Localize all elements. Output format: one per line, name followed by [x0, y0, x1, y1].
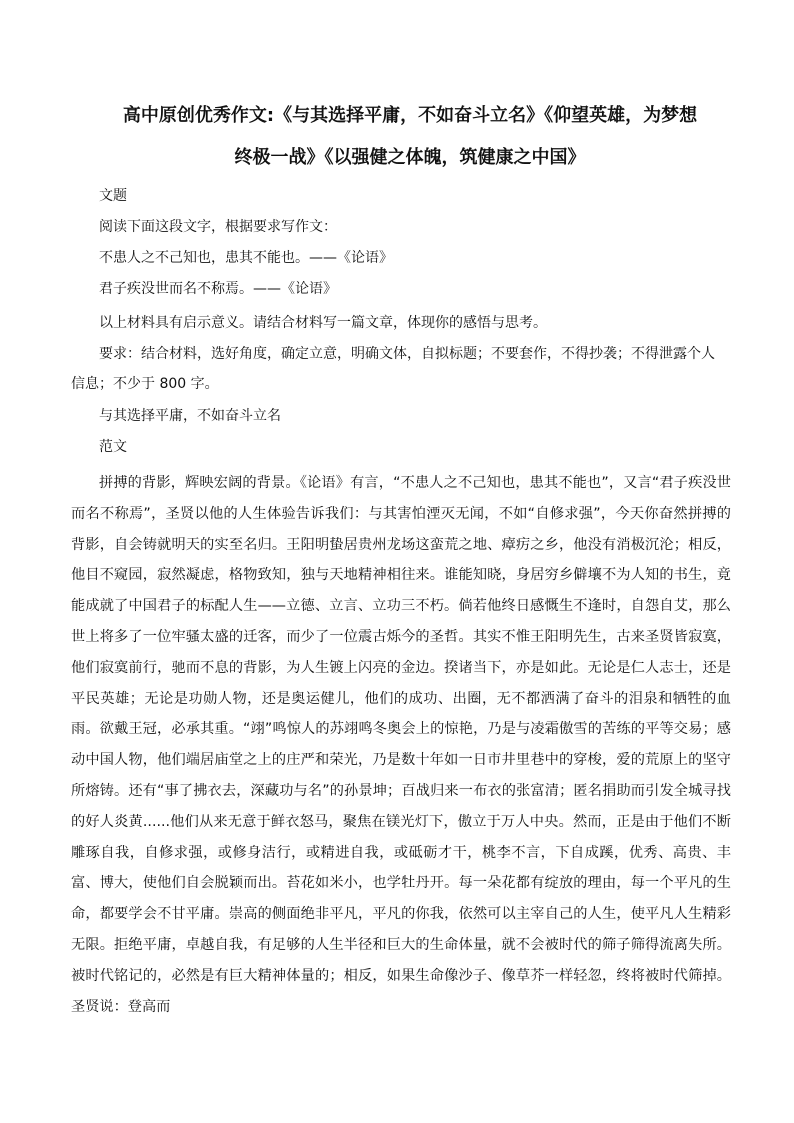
- quote-2: 君子疾没世而名不称焉。——《论语》: [99, 281, 337, 297]
- requirements-line-1: 要求：结合材料，选好角度，确定立意，明确文体，自拟标题；不要套作，不得抄袭；不得泄露个人: [99, 346, 715, 362]
- prompt-intro: 阅读下面这段文字，根据要求写作文：: [99, 219, 337, 235]
- requirements-line-2: 信息；不少于 800 字。: [71, 376, 219, 392]
- document-title-line-1: 高中原创优秀作文:《与其选择平庸，不如奋斗立名》《仰望英雄，为梦想: [122, 105, 698, 126]
- essay-title: 与其选择平庸，不如奋斗立名: [99, 408, 281, 424]
- section-label: 文题: [99, 188, 127, 204]
- essay-body: 拼搏的背影，辉映宏阔的背景。《论语》有言，“不患人之不己知也，患其不能也”，又言“君子疾没世而名不称焉”，圣贤以他的人生体验告诉我们：与其害怕湮灭无闻，不如“自修求强”，今天你奋然拼搏的背影，自会铸就明天的实至名归。王阳明蛰居贵州龙场这蛮荒之地、瘴疠之乡，他没有消极沉沦；相反，他目不窥园，寂然凝虑，格物致知，独与天地精神相往来。谁能知晓，身居穷乡僻壤不为人知的书生，竟能成就了中国君子的标配人生——立德、立言、立功三不朽。倘若他终日感慨生不逢时，自怨自艾，那么世上将多了一位牢骚太盛的迁客，而少了一位震古烁今的圣哲。其实不惟王阳明先生，古来圣贤皆寂寞，他们寂寞前行，驰而不息的背影，为人生镀上闪亮的金边。揆诸当下，亦是如此。无论是仁人志士，还是平民英雄；无论是功勋人物，还是奥运健儿，他们的成功、出圈，无不都洒满了奋斗的泪泉和牺牲的血雨。欲戴王冠，必承其重。“翊”鸣惊人的苏翊鸣冬奥会上的惊艳，乃是与凌霜傲雪的苦练的平等交易；感动中国人物，他们端居庙堂之上的庄严和荣光，乃是数十年如一日市井里巷中的穿梭，爱的荒原上的坚守所熔铸。还有“事了拂衣去，深藏功与名”的孙景坤；百战归来一布衣的张富清；匿名捐助而引发全城寻找的好人炎黄......他们从来无意于鲜衣怒马，聚焦在镁光灯下，傲立于万人中央。然而，正是由于他们不断雕琢自我，自修求强，或修身洁行，或精进自我，或砥砺才干，桃李不言，下自成蹊，优秀、高贵、丰富、博大，使他们自会脱颖而出。苔花如米小，也学牡丹开。每一朵花都有绽放的理由，每一个平凡的生命，都要学会不甘平庸。崇高的侧面绝非平凡，平凡的你我，依然可以主宰自己的人生，使平凡人生精彩无限。拒绝平庸，卓越自我，有足够的人生半径和巨大的生命体量，就不会被时代的筛子筛得流离失所。被时代铭记的，必然是有巨大精神体量的；相反，如果生命像沙子、像草芥一样轻忽，终将被时代筛掉。 圣贤说：登高而: [71, 475, 731, 1015]
- instruction: 以上材料具有启示意义。请结合材料写一篇文章，体现你的感悟与思考。: [99, 315, 547, 331]
- document-title-line-2: 终极一战》《以强健之体魄，筑健康之中国》: [234, 147, 586, 168]
- model-essay-label: 范文: [99, 439, 127, 455]
- quote-1: 不患人之不己知也，患其不能也。——《论语》: [99, 250, 393, 266]
